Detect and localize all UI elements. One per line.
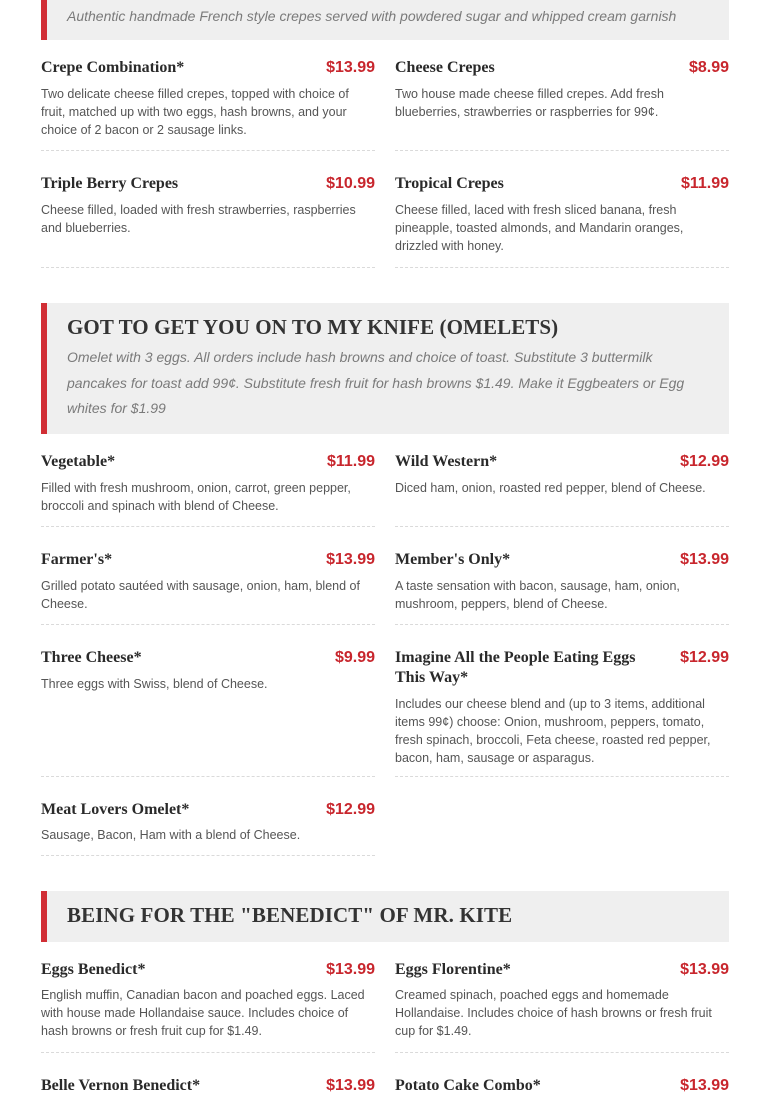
item-description: Three eggs with Swiss, blend of Cheese.	[41, 677, 268, 691]
item-description: Filled with fresh mushroom, onion, carrot, green pepper, broccoli and spinach with blend of Cheese.	[41, 481, 351, 513]
item-name: Wild Western*	[395, 453, 498, 470]
omelets-section-banner	[41, 303, 729, 434]
menu-item	[41, 960, 375, 1053]
item-price: $12.99	[680, 649, 729, 666]
menu-item	[395, 550, 729, 625]
item-description: A taste sensation with bacon, sausage, ham, onion, mushroom, peppers, blend of Cheese.	[395, 579, 680, 611]
item-price: $10.99	[326, 175, 375, 192]
item-description: Cheese filled, laced with fresh sliced banana, fresh pineapple, toasted almonds, and Mandarin oranges, drizzled with honey.	[395, 203, 684, 253]
crepes-section-banner	[41, 0, 729, 40]
item-name: Farmer's*	[41, 551, 113, 568]
item-price: $13.99	[680, 1077, 729, 1094]
item-price: $13.99	[326, 961, 375, 978]
menu-item	[395, 58, 729, 151]
crepes-section-note: Authentic handmade French style crepes served with powdered sugar and whipped cream garnish	[67, 8, 677, 24]
item-price: $11.99	[326, 453, 375, 470]
omelets-section-title: GOT TO GET YOU ON TO MY KNIFE (OMELETS)	[67, 315, 559, 339]
item-description: Cheese filled, loaded with fresh strawberries, raspberries and blueberries.	[41, 203, 356, 235]
item-price: $12.99	[680, 453, 729, 470]
menu-item	[41, 452, 375, 527]
item-name: Potato Cake Combo*	[395, 1077, 541, 1094]
item-name: Three Cheese*	[41, 649, 142, 666]
item-price: $13.99	[326, 1077, 375, 1094]
item-name: Imagine All the People Eating Eggs This Way*	[395, 649, 636, 686]
menu-item	[41, 800, 375, 856]
item-name: Member's Only*	[395, 551, 511, 568]
item-description: Diced ham, onion, roasted red pepper, blend of Cheese.	[395, 481, 706, 495]
item-price: $12.99	[326, 801, 375, 818]
menu-item	[395, 648, 729, 777]
item-description: Includes our cheese blend and (up to 3 items, additional items 99¢) choose: Onion, mushroom, peppers, tomato, fresh spinach, broccoli, Feta cheese, roasted red pepper, bacon, ham, sausage or asparagus.	[395, 697, 711, 765]
item-price: $9.99	[334, 649, 375, 666]
item-description: Grilled potato sautéed with sausage, onion, ham, blend of Cheese.	[41, 579, 360, 611]
item-name: Vegetable*	[41, 453, 116, 470]
item-name: Eggs Florentine*	[395, 961, 511, 978]
item-name: Triple Berry Crepes	[41, 175, 179, 192]
item-price: $13.99	[680, 551, 729, 568]
item-price: $8.99	[688, 59, 729, 76]
benedict-section-title: BEING FOR THE "BENEDICT" OF MR. KITE	[67, 903, 513, 927]
menu-item	[395, 960, 729, 1053]
item-description: Sausage, Bacon, Ham with a blend of Cheese.	[41, 828, 301, 842]
item-price: $11.99	[680, 175, 729, 192]
item-name: Tropical Crepes	[395, 175, 504, 192]
menu-item	[41, 648, 375, 777]
item-description: Two house made cheese filled crepes. Add fresh blueberries, strawberries or raspberries for 99¢.	[395, 87, 664, 119]
menu-item	[41, 550, 375, 625]
item-price: $13.99	[326, 551, 375, 568]
benedict-section-banner	[41, 891, 729, 942]
item-name: Crepe Combination*	[41, 59, 185, 76]
menu-item	[395, 174, 729, 268]
item-description: Two delicate cheese filled crepes, topped with choice of fruit, matched up with two eggs, hash browns, and your choice of 2 bacon or 2 sausage links.	[41, 87, 349, 137]
omelets-section-note: Omelet with 3 eggs. All orders include hash browns and choice of toast. Substitute 3 buttermilk pancakes for toast add 99¢. Substitute fresh fruit for hash browns $1.49. Make it Eggbeaters or Egg whites for $1.99	[67, 349, 685, 416]
item-price: $13.99	[326, 59, 375, 76]
item-description: English muffin, Canadian bacon and poached eggs. Laced with house made Hollandaise sauce. Includes choice of hash browns or fresh fruit cup for $1.49.	[41, 988, 365, 1038]
item-name: Meat Lovers Omelet*	[41, 801, 190, 818]
menu-item	[41, 1076, 375, 1100]
menu-item	[41, 174, 375, 268]
item-name: Belle Vernon Benedict*	[41, 1077, 201, 1094]
item-name: Cheese Crepes	[395, 59, 495, 76]
menu-item	[395, 1076, 729, 1100]
item-price: $13.99	[680, 961, 729, 978]
menu-item	[395, 452, 729, 527]
item-name: Eggs Benedict*	[41, 961, 146, 978]
menu-item	[41, 58, 375, 151]
item-description: Creamed spinach, poached eggs and homemade Hollandaise. Includes choice of hash browns or fresh fruit cup for $1.49.	[395, 988, 712, 1038]
